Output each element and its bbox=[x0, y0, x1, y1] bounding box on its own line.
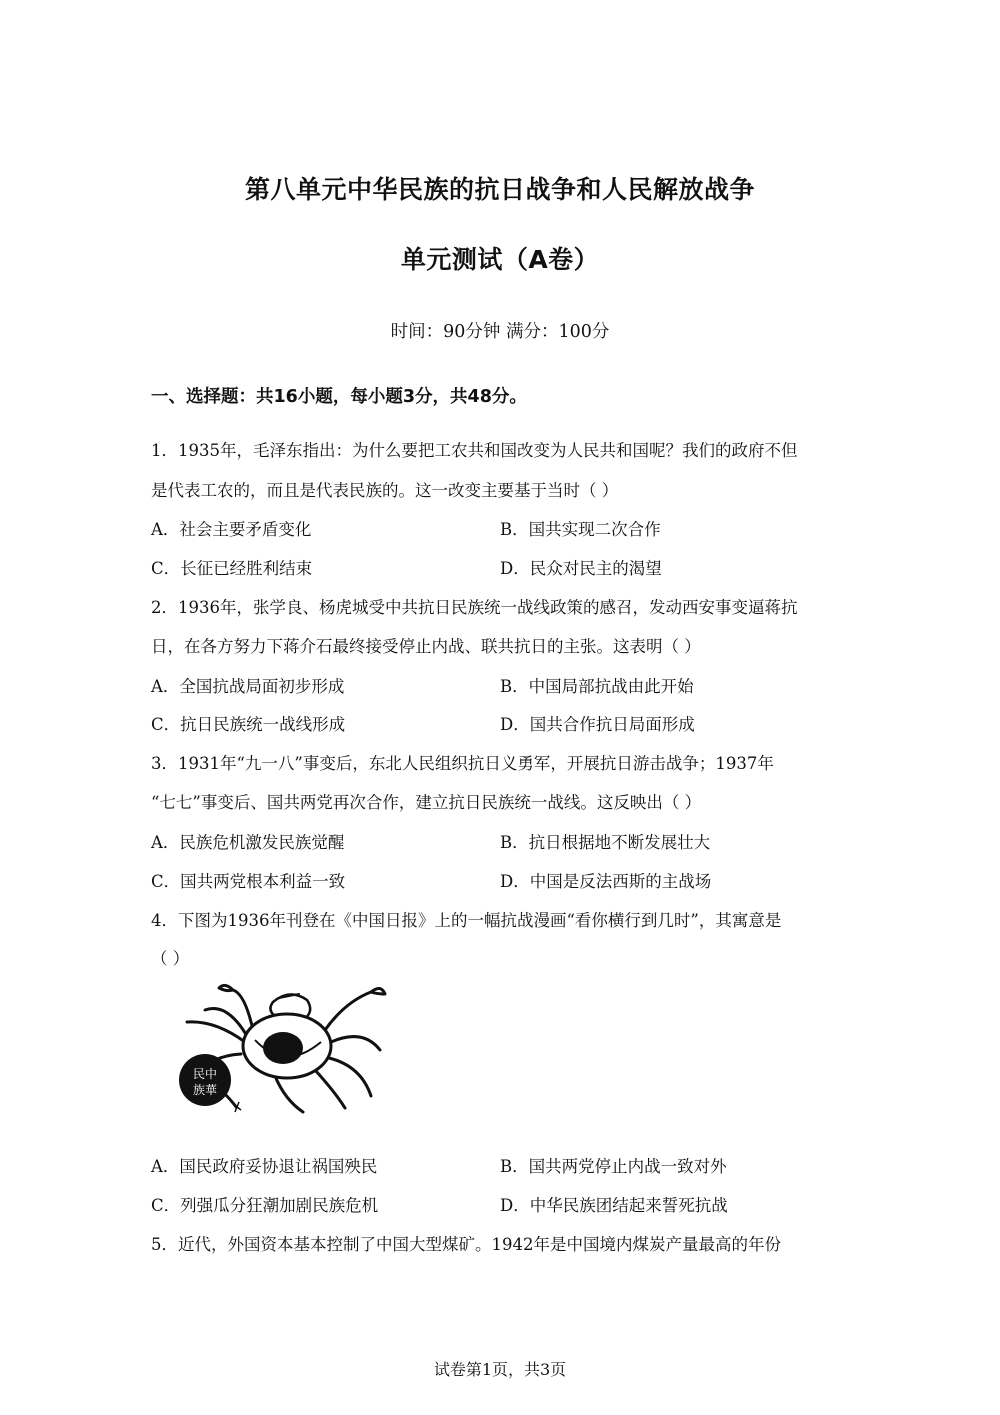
question-4-option-b: B．国共两党停止内战一致对外 bbox=[500, 1157, 727, 1176]
question-3-option-d: D．中国是反法西斯的主战场 bbox=[500, 872, 712, 891]
question-4-line-2: （ ） bbox=[151, 949, 190, 968]
question-3-line-2: “七七”事变后、国共两党再次合作，建立抗日民族统一战线。这反映出（ ） bbox=[151, 793, 702, 812]
page-footer: 试卷第1页，共3页 bbox=[433, 1360, 567, 1379]
question-2-option-a: A．全国抗战局面初步形成 bbox=[151, 677, 345, 696]
question-3-option-b: B．抗日根据地不断发展壮大 bbox=[500, 833, 711, 852]
question-4-option-a: A．国民政府妥协退让祸国殃民 bbox=[151, 1157, 378, 1176]
question-1-option-b: B．国共实现二次合作 bbox=[500, 520, 661, 539]
exam-meta: 时间：90分钟 满分：100分 bbox=[390, 322, 610, 342]
question-2-option-c: C．抗日民族统一战线形成 bbox=[151, 715, 346, 734]
question-3-line-1: 3．1931年“九一八”事变后，东北人民组织抗日义勇军，开展抗日游击战争；1937年 bbox=[151, 754, 774, 773]
question-2-line-2: 日，在各方努力下蒋介石最终接受停止内战、联共抗日的主张。这表明（ ） bbox=[151, 637, 701, 656]
question-4-line-1: 4．下图为1936年刊登在《中国日报》上的一幅抗战漫画“看你横行到几时”，其寓意是 bbox=[151, 911, 782, 930]
question-1-line-2: 是代表工农的，而且是代表民族的。这一改变主要基于当时（ ） bbox=[151, 481, 619, 500]
cartoon-image bbox=[175, 980, 390, 1118]
page-subtitle: 单元测试（A卷） bbox=[400, 245, 600, 274]
question-1-option-c: C．长征已经胜利结束 bbox=[151, 559, 313, 578]
page-title: 第八单元中华民族的抗日战争和人民解放战争 bbox=[244, 175, 755, 204]
question-1-option-a: A．社会主要矛盾变化 bbox=[151, 520, 312, 539]
question-3-option-a: A．民族危机激发民族觉醒 bbox=[151, 833, 345, 852]
question-2-option-d: D．国共合作抗日局面形成 bbox=[500, 715, 695, 734]
question-1-line-1: 1．1935年，毛泽东指出：为什么要把工农共和国改变为人民共和国呢？我们的政府不但 bbox=[151, 441, 798, 460]
bomb-label-bottom: 族華 bbox=[193, 1083, 218, 1097]
question-2-line-1: 2．1936年，张学良、杨虎城受中共抗日民族统一战线政策的感召，发动西安事变逼蒋抗 bbox=[151, 598, 798, 617]
question-3-option-c: C．国共两党根本利益一致 bbox=[151, 872, 346, 891]
question-5-line-1: 5．近代，外国资本基本控制了中国大型煤矿。1942年是中国境内煤炭产量最高的年份 bbox=[151, 1235, 781, 1254]
question-4-option-d: D．中华民族团结起来誓死抗战 bbox=[500, 1196, 728, 1215]
question-1-option-d: D．民众对民主的渴望 bbox=[500, 559, 662, 578]
section-heading: 一、选择题：共16小题，每小题3分，共48分。 bbox=[151, 387, 527, 407]
bomb-label-top: 民中 bbox=[193, 1067, 218, 1081]
question-2-option-b: B．中国局部抗战由此开始 bbox=[500, 677, 694, 696]
question-4-option-c: C．列强瓜分狂潮加剧民族危机 bbox=[151, 1196, 379, 1215]
